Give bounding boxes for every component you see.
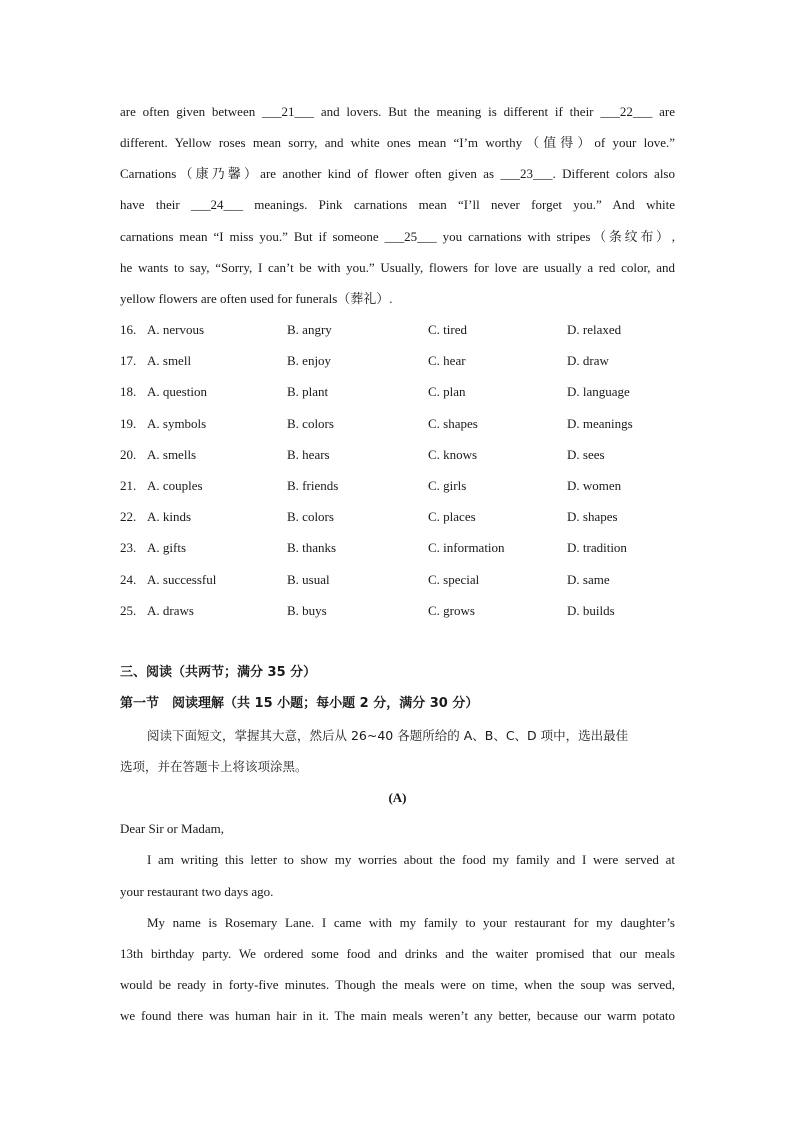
passage-line: would be ready in forty-five minutes. Though the meals were on time, when the soup was served, xyxy=(120,977,675,992)
question-number: 19. xyxy=(120,416,137,431)
option-d: D. language xyxy=(567,384,630,399)
option-b: B. thanks xyxy=(287,540,337,555)
option-a: A. smells xyxy=(147,447,197,462)
instruction-line: 选项，并在答题卡上将该项涂黑。 xyxy=(120,759,308,774)
option-d: D. shapes xyxy=(567,509,618,524)
option-a: A. successful xyxy=(147,572,217,587)
option-d: D. same xyxy=(567,572,610,587)
option-d: D. draw xyxy=(567,353,609,368)
question-number: 25. xyxy=(120,603,137,618)
option-c: C. grows xyxy=(428,603,475,618)
question-number: 17. xyxy=(120,353,137,368)
option-b: B. angry xyxy=(287,322,332,337)
question-number: 22. xyxy=(120,509,137,524)
cloze-line: are often given between ___21___ and lovers. But the meaning is different if their ___22___ are xyxy=(120,104,675,119)
option-d: D. relaxed xyxy=(567,322,622,337)
option-c: C. hear xyxy=(428,353,466,368)
question-number: 20. xyxy=(120,447,137,462)
option-c: C. special xyxy=(428,572,480,587)
option-c: C. places xyxy=(428,509,476,524)
question-number: 23. xyxy=(120,540,137,555)
option-b: B. enjoy xyxy=(287,353,332,368)
option-c: C. girls xyxy=(428,478,467,493)
passage-line: we found there was human hair in it. The main meals weren’t any better, because our warm potato xyxy=(120,1008,675,1023)
passage-line: your restaurant two days ago. xyxy=(120,884,274,899)
option-c: C. shapes xyxy=(428,416,478,431)
option-d: D. builds xyxy=(567,603,615,618)
option-d: D. women xyxy=(567,478,622,493)
option-a: A. couples xyxy=(147,478,203,493)
question-number: 24. xyxy=(120,572,137,587)
option-c: C. knows xyxy=(428,447,478,462)
passage-line: 13th birthday party. We ordered some food and drinks and the waiter promised that our meals xyxy=(120,946,675,961)
cloze-line: different. Yellow roses mean sorry, and white ones mean “I’m worthy（值得）of your love.” xyxy=(120,135,675,150)
section-title: 三、阅读（共两节；满分 35 分） xyxy=(120,665,317,680)
cloze-line: carnations mean “I miss you.” But if someone ___25___ you carnations with stripes（条纹布）, xyxy=(120,229,675,244)
option-b: B. colors xyxy=(287,509,334,524)
passage-line: My name is Rosemary Lane. I came with my family to your restaurant for my daughter’s xyxy=(147,915,675,930)
option-c: C. plan xyxy=(428,384,466,399)
cloze-line: have their ___24___ meanings. Pink carnations mean “I’ll never forget you.” And white xyxy=(120,197,675,212)
passage-line: I am writing this letter to show my worries about the food my family and I were served at xyxy=(147,852,675,867)
question-number: 16. xyxy=(120,322,137,337)
option-a: A. symbols xyxy=(147,416,207,431)
cloze-line: he wants to say, “Sorry, I can’t be with you.” Usually, flowers for love are usually a red color, and xyxy=(120,260,675,275)
option-a: A. question xyxy=(147,384,207,399)
option-b: B. colors xyxy=(287,416,334,431)
option-b: B. friends xyxy=(287,478,339,493)
cloze-line: yellow flowers are often used for funerals（葬礼）. xyxy=(120,291,393,306)
option-a: A. gifts xyxy=(147,540,186,555)
option-a: A. nervous xyxy=(147,322,205,337)
option-a: A. kinds xyxy=(147,509,192,524)
option-d: D. sees xyxy=(567,447,605,462)
cloze-line: Carnations（康乃馨）are another kind of flower often given as ___23___. Different colors also xyxy=(120,166,675,181)
option-b: B. usual xyxy=(287,572,330,587)
salutation: Dear Sir or Madam, xyxy=(120,821,224,836)
passage-label: (A) xyxy=(388,790,407,805)
question-number: 21. xyxy=(120,478,137,493)
option-a: A. draws xyxy=(147,603,194,618)
option-c: C. information xyxy=(428,540,505,555)
option-d: D. tradition xyxy=(567,540,627,555)
option-c: C. tired xyxy=(428,322,467,337)
part-title: 第一节 阅读理解（共 15 小题；每小题 2 分，满分 30 分） xyxy=(120,696,479,711)
option-b: B. plant xyxy=(287,384,329,399)
question-number: 18. xyxy=(120,384,137,399)
option-d: D. meanings xyxy=(567,416,633,431)
option-a: A. smell xyxy=(147,353,192,368)
option-b: B. buys xyxy=(287,603,327,618)
option-b: B. hears xyxy=(287,447,330,462)
instruction-line: 阅读下面短文，掌握其大意，然后从 26~40 各题所给的 A、B、C、D 项中，选出最佳 xyxy=(147,728,629,743)
